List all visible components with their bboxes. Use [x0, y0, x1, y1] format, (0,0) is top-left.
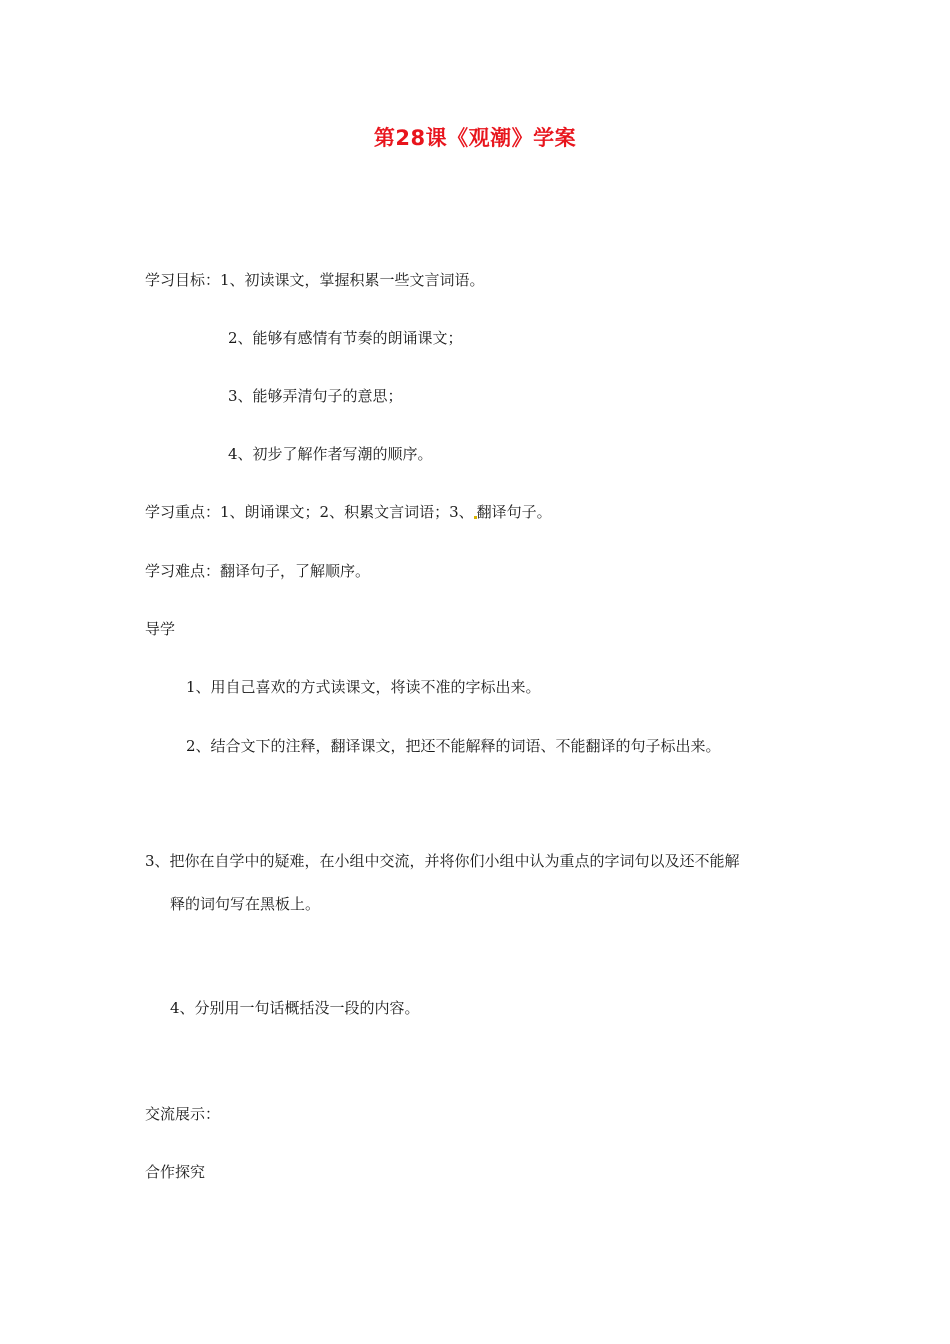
- objectives-line-1: [145, 270, 485, 290]
- objectives-label: 学习目标：: [145, 271, 221, 289]
- guide-step-3-line-1: 3、把你在自学中的疑难，在小组中交流，并将你们小组中认为重点的字词句以及还不能解: [145, 852, 740, 870]
- guide-step-4: 4、分别用一句话概括没一段的内容。: [170, 999, 420, 1017]
- difficulties-line: 学习难点：翻译句子，了解顺序。: [145, 562, 371, 580]
- guide-step-1: 1、用自己喜欢的方式读课文，将读不准的字标出来。: [186, 678, 541, 696]
- objective-item-1: 1、初读课文，掌握积累一些文言词语。: [220, 271, 485, 289]
- guide-step-2: 2、结合文下的注释，翻译课文，把还不能解释的词语、不能翻译的句子标出来。: [186, 737, 721, 755]
- guide-heading: 导学: [145, 620, 176, 638]
- cooperation-heading: 合作探究: [145, 1163, 206, 1181]
- page-title: 第28课《观潮》学案: [373, 126, 577, 150]
- key-points-text-end: 翻译句子。: [476, 503, 552, 521]
- objective-item-3: 3、能够弄清句子的意思；: [228, 387, 403, 405]
- key-points-text: 学习重点：1、朗诵课文；2、积累文言词语；3、: [145, 503, 474, 521]
- objective-item-2: 2、能够有感情有节奏的朗诵课文；: [228, 329, 463, 347]
- objective-item-4: 4、初步了解作者写潮的顺序。: [228, 445, 433, 463]
- guide-step-3-line-2: 释的词句写在黑板上。: [170, 895, 321, 913]
- key-points-line: [145, 502, 552, 522]
- exchange-heading: 交流展示：: [145, 1105, 221, 1123]
